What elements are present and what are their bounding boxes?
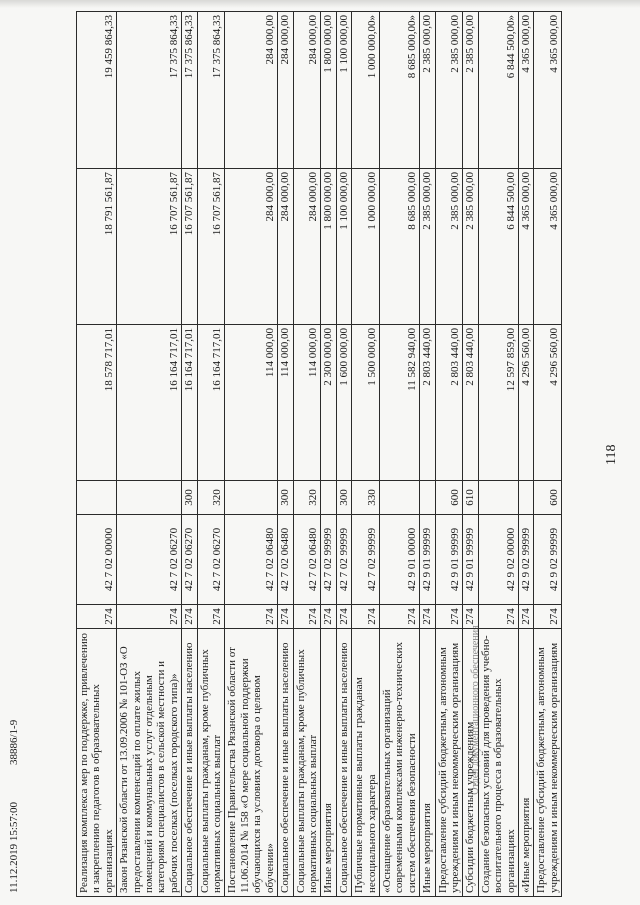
expense-type-code [478, 481, 518, 515]
target-article-code: 42 9 02 00000 [478, 515, 518, 605]
amount-year-1: 4 296 560,00 [534, 325, 562, 481]
amount-year-2: 4 365 000,00 [519, 169, 534, 325]
table-row [225, 12, 278, 897]
amount-year-3: 17 375 864,33 [197, 12, 225, 169]
target-article-code: 42 9 01 00000 [379, 515, 419, 605]
ministry-code: 274 [435, 605, 463, 629]
amount-year-3: 1 100 000,00 [336, 12, 351, 169]
amount-year-2: 16 707 561,87 [182, 169, 197, 325]
table-row [478, 12, 518, 897]
amount-year-2: 284 000,00 [293, 169, 321, 325]
budget-item-name: Создание безопасных условий для проведения учебно-воспитательного процесса в образовательных организациях [478, 629, 518, 897]
amount-year-3: 4 365 000,00 [534, 12, 562, 169]
ministry-code: 274 [420, 605, 435, 629]
target-article-code: 42 7 02 99999 [336, 515, 351, 605]
expense-type-code [225, 481, 278, 515]
amount-year-1: 2 803 440,00 [463, 325, 478, 481]
amount-year-2: 16 707 561,87 [117, 169, 182, 325]
budget-item-name: «Иные мероприятия [519, 629, 534, 897]
footer-timestamp: 11.12.2019 15:57:00 [8, 802, 20, 893]
expense-type-code [321, 481, 336, 515]
amount-year-2: 2 385 000,00 [463, 169, 478, 325]
target-article-code: 42 7 02 06270 [182, 515, 197, 605]
budget-item-name: Предоставление субсидий бюджетным, автономным учреждениям и иным некоммерческим организациям [435, 629, 463, 897]
budget-item-name: Социальное обеспечение и иные выплаты населению [278, 629, 293, 897]
target-article-code: 42 7 02 06270 [117, 515, 182, 605]
target-article-code: 42 9 01 99999 [463, 515, 478, 605]
amount-year-3: 6 844 500,00» [478, 12, 518, 169]
budget-item-name: Постановление Правительства Рязанской области от 11.06.2014 № 158 «О мере социальной поддержки обучающихся на условиях договора о целевом обучении» [225, 629, 278, 897]
amount-year-2: 8 685 000,00 [379, 169, 419, 325]
amount-year-1: 18 578 717,01 [77, 325, 117, 481]
amount-year-1: 1 500 000,00 [352, 325, 380, 481]
amount-year-1: 16 164 717,01 [182, 325, 197, 481]
amount-year-3: 17 375 864,33 [117, 12, 182, 169]
amount-year-3: 2 385 000,00 [463, 12, 478, 169]
amount-year-3: 2 385 000,00 [420, 12, 435, 169]
table-row [278, 12, 293, 897]
expense-type-code [379, 481, 419, 515]
amount-year-3: 2 385 000,00 [435, 12, 463, 169]
budget-item-name: Социальные выплаты гражданам, кроме публичных нормативных социальных выплат [197, 629, 225, 897]
expense-type-code: 610 [463, 481, 478, 515]
table-row [379, 12, 419, 897]
budget-item-name: «Оснащение образовательных организаций современными комплексами инженерно-технических систем обеспечения безопасности [379, 629, 419, 897]
target-article-code: 42 7 02 99999 [321, 515, 336, 605]
amount-year-2: 16 707 561,87 [197, 169, 225, 325]
table-row [117, 12, 182, 897]
budget-item-name: Субсидии бюджетным учреждениям [463, 629, 478, 897]
amount-year-3: 1 000 000,00» [352, 12, 380, 169]
amount-year-1: 4 296 560,00 [519, 325, 534, 481]
target-article-code: 42 9 01 99999 [435, 515, 463, 605]
ministry-code: 274 [534, 605, 562, 629]
budget-table-body [77, 12, 562, 897]
target-article-code: 42 7 02 06270 [197, 515, 225, 605]
expense-type-code [77, 481, 117, 515]
budget-item-name: Иные мероприятия [321, 629, 336, 897]
amount-year-3: 4 365 000,00 [519, 12, 534, 169]
table-row [321, 12, 336, 897]
amount-year-3: 8 685 000,00» [379, 12, 419, 169]
target-article-code: 42 7 02 99999 [352, 515, 380, 605]
budget-item-name: Социальное обеспечение и иные выплаты населению [182, 629, 197, 897]
amount-year-1: 114 000,00 [225, 325, 278, 481]
table-row [182, 12, 197, 897]
budget-item-name: Социальные выплаты гражданам, кроме публичных нормативных социальных выплат [293, 629, 321, 897]
amount-year-3: 284 000,00 [278, 12, 293, 169]
ministry-code: 274 [182, 605, 197, 629]
ministry-code: 274 [293, 605, 321, 629]
ministry-code: 274 [352, 605, 380, 629]
table-row [435, 12, 463, 897]
ministry-code: 274 [463, 605, 478, 629]
expense-type-code: 300 [336, 481, 351, 515]
amount-year-1: 114 000,00 [293, 325, 321, 481]
amount-year-1: 11 582 940,00 [379, 325, 419, 481]
table-row [519, 12, 534, 897]
amount-year-2: 2 385 000,00 [435, 169, 463, 325]
budget-item-name: Публичные нормативные выплаты гражданам несоциального характера [352, 629, 380, 897]
amount-year-1: 2 803 440,00 [420, 325, 435, 481]
target-article-code: 42 9 02 99999 [519, 515, 534, 605]
budget-item-name: Предоставление субсидий бюджетным, автономным учреждениям и иным некоммерческим организациям [534, 629, 562, 897]
amount-year-2: 4 365 000,00 [534, 169, 562, 325]
amount-year-1: 12 597 859,00 [478, 325, 518, 481]
ministry-code: 274 [117, 605, 182, 629]
amount-year-1: 1 600 000,00 [336, 325, 351, 481]
amount-year-1: 16 164 717,01 [197, 325, 225, 481]
budget-table [76, 11, 562, 897]
table-row [463, 12, 478, 897]
table-row [352, 12, 380, 897]
amount-year-1: 16 164 717,01 [117, 325, 182, 481]
amount-year-2: 284 000,00 [278, 169, 293, 325]
budget-item-name: Реализация комплекса мер по поддержке, привлечению и закреплению педагогов в образовательных организациях [77, 629, 117, 897]
amount-year-3: 19 459 864,33 [77, 12, 117, 169]
amount-year-2: 1 100 000,00 [336, 169, 351, 325]
amount-year-1: 114 000,00 [278, 325, 293, 481]
amount-year-3: 284 000,00 [225, 12, 278, 169]
ministry-code: 274 [321, 605, 336, 629]
expense-type-code: 320 [293, 481, 321, 515]
expense-type-code: 320 [197, 481, 225, 515]
amount-year-1: 2 300 000,00 [321, 325, 336, 481]
amount-year-1: 2 803 440,00 [435, 325, 463, 481]
expense-type-code: 600 [534, 481, 562, 515]
table-row [336, 12, 351, 897]
target-article-code: 42 7 02 06480 [278, 515, 293, 605]
expense-type-code: 600 [435, 481, 463, 515]
amount-year-2: 1 000 000,00 [352, 169, 380, 325]
expense-type-code [420, 481, 435, 515]
amount-year-3: 284 000,00 [293, 12, 321, 169]
amount-year-2: 18 791 561,87 [77, 169, 117, 325]
footer-document-code: 38886/1-9 [8, 719, 20, 765]
page-number: 118 [604, 444, 619, 465]
expense-type-code: 300 [278, 481, 293, 515]
budget-item-name: Социальное обеспечение и иные выплаты населению [336, 629, 351, 897]
amount-year-2: 1 800 000,00 [321, 169, 336, 325]
target-article-code: 42 9 01 99999 [420, 515, 435, 605]
table-row [77, 12, 117, 897]
target-article-code: 42 9 02 99999 [534, 515, 562, 605]
amount-year-3: 1 800 000,00 [321, 12, 336, 169]
ministry-code: 274 [478, 605, 518, 629]
table-row [293, 12, 321, 897]
table-row [534, 12, 562, 897]
ministry-code: 274 [197, 605, 225, 629]
ministry-code: 274 [519, 605, 534, 629]
target-article-code: 42 7 02 06480 [225, 515, 278, 605]
ministry-code: 274 [278, 605, 293, 629]
table-row [420, 12, 435, 897]
target-article-code: 42 7 02 00000 [77, 515, 117, 605]
target-article-code: 42 7 02 06480 [293, 515, 321, 605]
amount-year-2: 6 844 500,00 [478, 169, 518, 325]
ministry-code: 274 [225, 605, 278, 629]
amount-year-2: 2 385 000,00 [420, 169, 435, 325]
expense-type-code [519, 481, 534, 515]
ministry-code: 274 [77, 605, 117, 629]
expense-type-code: 300 [182, 481, 197, 515]
budget-item-name: Закон Рязанской области от 13.09.2006 № 101-ОЗ «О предоставлении компенсаций по оплате жилых помещений и коммунальных услуг отдельным категориям специалистов в сельской местности и рабочих поселках (поселках городского типа)» [117, 629, 182, 897]
amount-year-2: 284 000,00 [225, 169, 278, 325]
amount-year-3: 17 375 864,33 [182, 12, 197, 169]
expense-type-code [117, 481, 182, 515]
budget-item-name: Иные мероприятия [420, 629, 435, 897]
expense-type-code: 330 [352, 481, 380, 515]
table-row [197, 12, 225, 897]
ministry-code: 274 [379, 605, 419, 629]
ministry-code: 274 [336, 605, 351, 629]
document-stamp: Отдел документационного обеспечения [470, 625, 481, 795]
